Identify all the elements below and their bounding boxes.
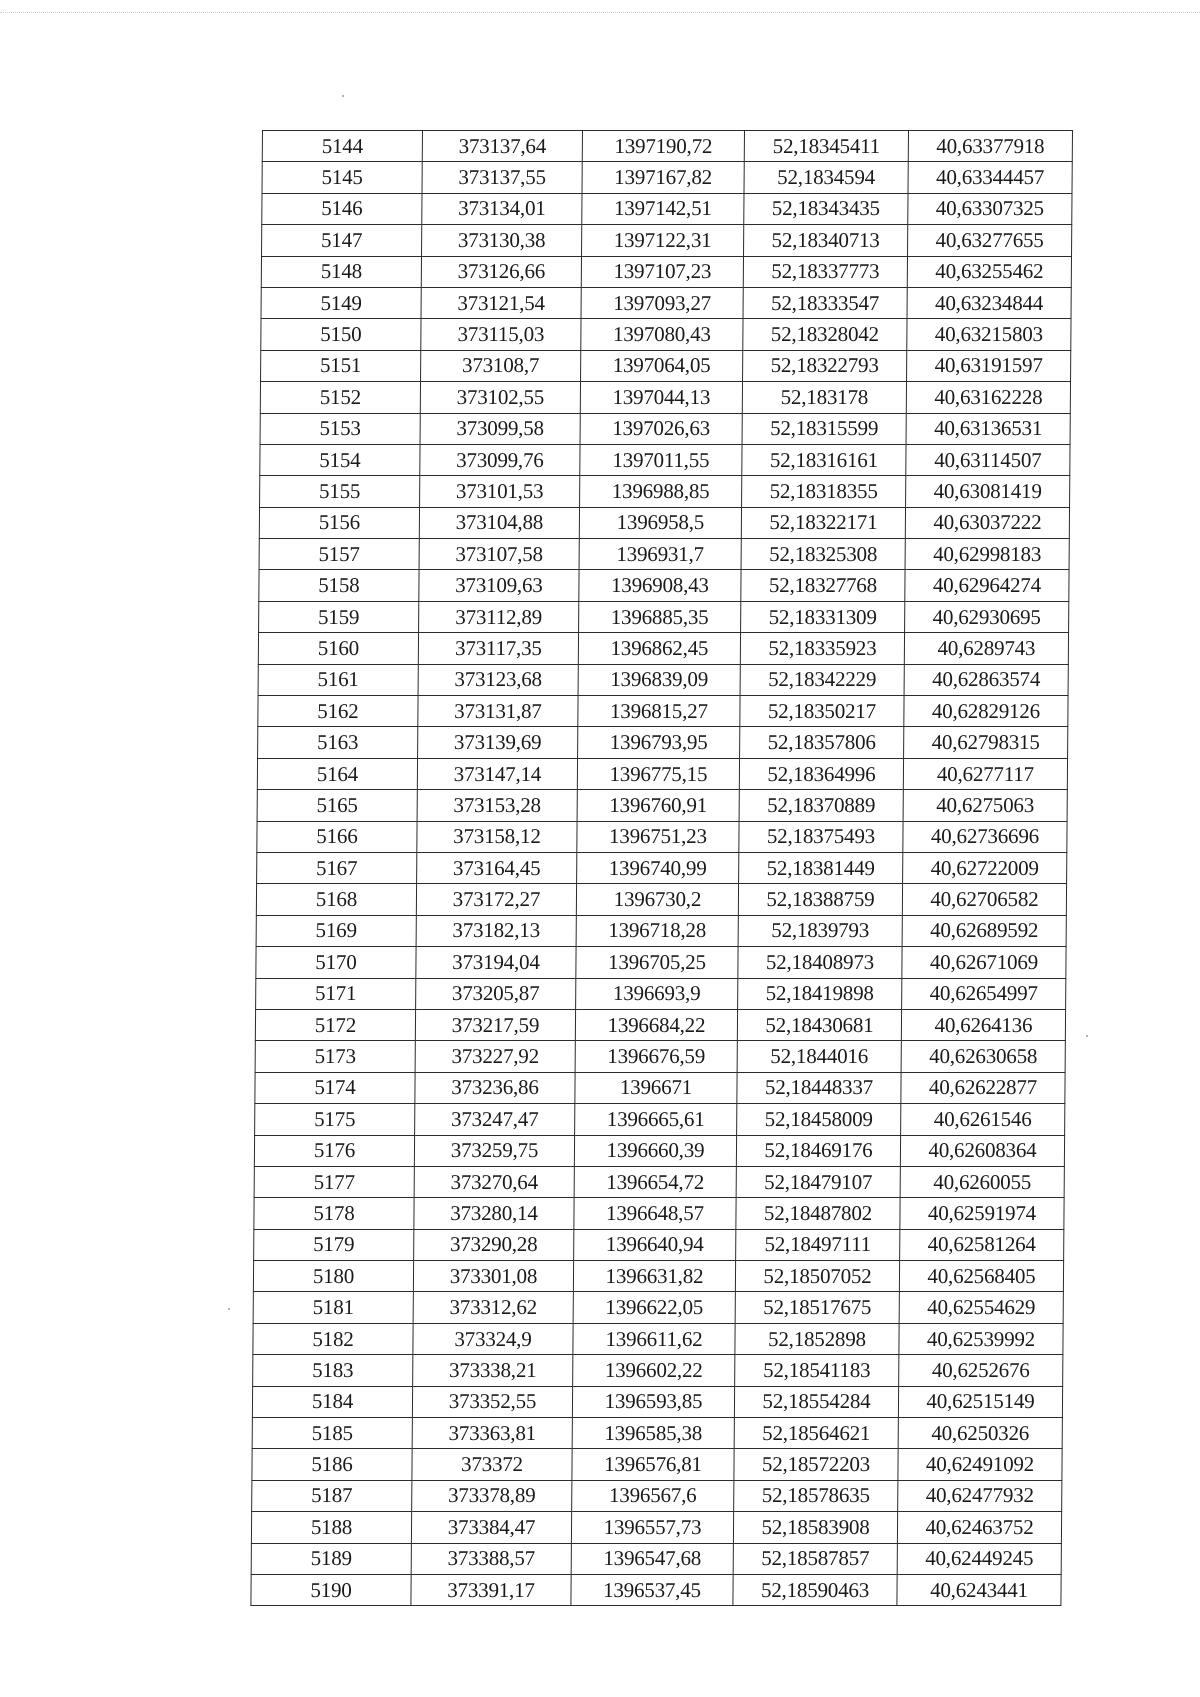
longitude-cell: 40,62515149 (898, 1386, 1062, 1417)
point-number-cell: 5175 (255, 1104, 415, 1135)
table-row (259, 601, 1069, 632)
y-coordinate-cell: 1397122,31 (582, 225, 744, 256)
y-coordinate-cell: 1396602,22 (573, 1355, 735, 1386)
latitude-cell: 52,18315599 (742, 413, 906, 444)
latitude-cell: 52,18350217 (740, 696, 904, 727)
longitude-cell: 40,63344457 (908, 162, 1072, 193)
x-coordinate-cell: 373109,63 (419, 570, 579, 601)
latitude-cell: 52,18328042 (743, 319, 907, 350)
point-number-cell: 5159 (259, 601, 419, 632)
latitude-cell: 52,18345411 (744, 131, 908, 162)
y-coordinate-cell: 1396585,38 (572, 1418, 734, 1449)
x-coordinate-cell: 373137,64 (422, 131, 582, 162)
y-coordinate-cell: 1396839,09 (578, 664, 740, 695)
x-coordinate-cell: 373312,62 (413, 1292, 573, 1323)
latitude-cell: 52,1839793 (738, 915, 902, 946)
longitude-cell: 40,63037222 (905, 507, 1069, 538)
longitude-cell: 40,6275063 (903, 790, 1067, 821)
longitude-cell: 40,62449245 (897, 1543, 1061, 1574)
longitude-cell: 40,62539992 (899, 1323, 1063, 1354)
x-coordinate-cell: 373134,01 (422, 193, 582, 224)
point-number-cell: 5146 (262, 193, 422, 224)
x-coordinate-cell: 373158,12 (417, 821, 577, 852)
latitude-cell: 52,18357806 (740, 727, 904, 758)
table-row (262, 225, 1072, 256)
y-coordinate-cell: 1396931,7 (579, 539, 741, 570)
longitude-cell: 40,63136531 (906, 413, 1070, 444)
x-coordinate-cell: 373102,55 (420, 382, 580, 413)
y-coordinate-cell: 1397093,27 (581, 287, 743, 318)
y-coordinate-cell: 1396740,99 (577, 852, 739, 883)
x-coordinate-cell: 373147,14 (417, 758, 577, 789)
longitude-cell: 40,6252676 (899, 1355, 1063, 1386)
longitude-cell: 40,6243441 (897, 1574, 1061, 1605)
point-number-cell: 5170 (256, 947, 416, 978)
y-coordinate-cell: 1396908,43 (579, 570, 741, 601)
point-number-cell: 5176 (254, 1135, 414, 1166)
table-row (256, 978, 1066, 1009)
x-coordinate-cell: 373194,04 (416, 947, 576, 978)
latitude-cell: 52,18381449 (739, 852, 903, 883)
point-number-cell: 5148 (261, 256, 421, 287)
point-number-cell: 5186 (252, 1449, 412, 1480)
point-number-cell: 5181 (253, 1292, 413, 1323)
y-coordinate-cell: 1396760,91 (577, 790, 739, 821)
y-coordinate-cell: 1396660,39 (574, 1135, 736, 1166)
point-number-cell: 5163 (258, 727, 418, 758)
table-row (254, 1135, 1064, 1166)
table-row (257, 758, 1067, 789)
x-coordinate-cell: 373104,88 (419, 507, 579, 538)
y-coordinate-cell: 1397107,23 (581, 256, 743, 287)
longitude-cell: 40,63215803 (907, 319, 1071, 350)
x-coordinate-cell: 373290,28 (414, 1229, 574, 1260)
x-coordinate-cell: 373259,75 (414, 1135, 574, 1166)
table-row (253, 1261, 1063, 1292)
x-coordinate-cell: 373107,58 (419, 539, 579, 570)
point-number-cell: 5185 (252, 1418, 412, 1449)
latitude-cell: 52,18327768 (741, 570, 905, 601)
table-row (251, 1574, 1061, 1605)
x-coordinate-cell: 373388,57 (411, 1543, 571, 1574)
point-number-cell: 5160 (258, 633, 418, 664)
latitude-cell: 52,18333547 (743, 287, 907, 318)
longitude-cell: 40,62798315 (904, 727, 1068, 758)
y-coordinate-cell: 1396665,61 (575, 1104, 737, 1135)
latitude-cell: 52,18388759 (738, 884, 902, 915)
y-coordinate-cell: 1397142,51 (582, 193, 744, 224)
x-coordinate-cell: 373153,28 (417, 790, 577, 821)
y-coordinate-cell: 1396958,5 (579, 507, 741, 538)
point-number-cell: 5157 (259, 539, 419, 570)
longitude-cell: 40,6261546 (901, 1104, 1065, 1135)
y-coordinate-cell: 1396648,57 (574, 1198, 736, 1229)
x-coordinate-cell: 373391,17 (411, 1574, 571, 1605)
latitude-cell: 52,18469176 (736, 1135, 900, 1166)
point-number-cell: 5182 (253, 1323, 413, 1354)
y-coordinate-cell: 1396547,68 (571, 1543, 733, 1574)
table-row (254, 1166, 1064, 1197)
y-coordinate-cell: 1397044,13 (580, 382, 742, 413)
latitude-cell: 52,18316161 (742, 444, 906, 475)
x-coordinate-cell: 373324,9 (413, 1323, 573, 1354)
x-coordinate-cell: 373117,35 (418, 633, 578, 664)
point-number-cell: 5155 (260, 476, 420, 507)
longitude-cell: 40,6264136 (901, 1009, 1065, 1040)
table-row (256, 884, 1066, 915)
longitude-cell: 40,62736696 (903, 821, 1067, 852)
longitude-cell: 40,63114507 (906, 444, 1070, 475)
point-number-cell: 5161 (258, 664, 418, 695)
longitude-cell: 40,63255462 (907, 256, 1071, 287)
longitude-cell: 40,62829126 (904, 696, 1068, 727)
y-coordinate-cell: 1397064,05 (581, 350, 743, 381)
y-coordinate-cell: 1396557,73 (571, 1512, 733, 1543)
x-coordinate-cell: 373139,69 (418, 727, 578, 758)
coordinates-table-body (251, 131, 1073, 1606)
y-coordinate-cell: 1396611,62 (573, 1323, 735, 1354)
latitude-cell: 52,18318355 (742, 476, 906, 507)
point-number-cell: 5150 (261, 319, 421, 350)
y-coordinate-cell: 1396815,27 (578, 696, 740, 727)
y-coordinate-cell: 1396793,95 (578, 727, 740, 758)
table-row (258, 664, 1068, 695)
latitude-cell: 52,18419898 (738, 978, 902, 1009)
point-number-cell: 5149 (261, 287, 421, 318)
x-coordinate-cell: 373182,13 (416, 915, 576, 946)
y-coordinate-cell: 1396654,72 (574, 1166, 736, 1197)
x-coordinate-cell: 373123,68 (418, 664, 578, 695)
longitude-cell: 40,6250326 (898, 1418, 1062, 1449)
point-number-cell: 5177 (254, 1166, 414, 1197)
point-number-cell: 5190 (251, 1574, 411, 1605)
longitude-cell: 40,63081419 (906, 476, 1070, 507)
table-row (257, 821, 1067, 852)
table-row (252, 1418, 1062, 1449)
latitude-cell: 52,18322793 (743, 350, 907, 381)
latitude-cell: 52,18364996 (739, 758, 903, 789)
longitude-cell: 40,62622877 (901, 1072, 1065, 1103)
table-row (255, 1009, 1065, 1040)
table-row (255, 1041, 1065, 1072)
latitude-cell: 52,1844016 (737, 1041, 901, 1072)
longitude-cell: 40,63191597 (907, 350, 1071, 381)
latitude-cell: 52,18487802 (736, 1198, 900, 1229)
table-row (261, 350, 1071, 381)
table-row (255, 1104, 1065, 1135)
table-row (261, 256, 1071, 287)
latitude-cell: 52,1834594 (744, 162, 908, 193)
y-coordinate-cell: 1396631,82 (573, 1261, 735, 1292)
latitude-cell: 52,183178 (742, 382, 906, 413)
y-coordinate-cell: 1396684,22 (575, 1009, 737, 1040)
point-number-cell: 5172 (255, 1009, 415, 1040)
scan-speck (342, 95, 344, 97)
longitude-cell: 40,63307325 (908, 193, 1072, 224)
y-coordinate-cell: 1396988,85 (580, 476, 742, 507)
table-row (252, 1449, 1062, 1480)
y-coordinate-cell: 1396775,15 (577, 758, 739, 789)
latitude-cell: 52,18554284 (734, 1386, 898, 1417)
latitude-cell: 52,18335923 (740, 633, 904, 664)
point-number-cell: 5168 (256, 884, 416, 915)
latitude-cell: 52,18541183 (735, 1355, 899, 1386)
scan-speck (228, 1308, 230, 1310)
point-number-cell: 5158 (259, 570, 419, 601)
longitude-cell: 40,62654997 (902, 978, 1066, 1009)
x-coordinate-cell: 373172,27 (416, 884, 576, 915)
y-coordinate-cell: 1396567,6 (572, 1480, 734, 1511)
table-row (260, 476, 1070, 507)
latitude-cell: 52,18572203 (734, 1449, 898, 1480)
x-coordinate-cell: 373247,47 (415, 1104, 575, 1135)
latitude-cell: 52,18458009 (737, 1104, 901, 1135)
latitude-cell: 52,18343435 (744, 193, 908, 224)
coordinates-table (250, 130, 1073, 1606)
x-coordinate-cell: 373363,81 (412, 1418, 572, 1449)
point-number-cell: 5147 (262, 225, 422, 256)
point-number-cell: 5183 (253, 1355, 413, 1386)
latitude-cell: 52,18370889 (739, 790, 903, 821)
latitude-cell: 52,18375493 (739, 821, 903, 852)
table-row (253, 1355, 1063, 1386)
y-coordinate-cell: 1396885,35 (579, 601, 741, 632)
x-coordinate-cell: 373115,03 (421, 319, 581, 350)
y-coordinate-cell: 1397026,63 (580, 413, 742, 444)
y-coordinate-cell: 1396676,59 (575, 1041, 737, 1072)
longitude-cell: 40,62591974 (900, 1198, 1064, 1229)
longitude-cell: 40,62671069 (902, 947, 1066, 978)
latitude-cell: 52,18325308 (741, 539, 905, 570)
longitude-cell: 40,62689592 (902, 915, 1066, 946)
latitude-cell: 52,18448337 (737, 1072, 901, 1103)
longitude-cell: 40,63277655 (908, 225, 1072, 256)
point-number-cell: 5178 (254, 1198, 414, 1229)
latitude-cell: 52,18408973 (738, 947, 902, 978)
x-coordinate-cell: 373270,64 (414, 1166, 574, 1197)
point-number-cell: 5187 (252, 1480, 412, 1511)
y-coordinate-cell: 1396537,45 (571, 1574, 733, 1605)
table-row (260, 382, 1070, 413)
latitude-cell: 52,18322171 (741, 507, 905, 538)
longitude-cell: 40,62998183 (905, 539, 1069, 570)
y-coordinate-cell: 1396640,94 (574, 1229, 736, 1260)
table-row (262, 193, 1072, 224)
longitude-cell: 40,63377918 (908, 131, 1072, 162)
table-row (257, 852, 1067, 883)
longitude-cell: 40,62722009 (903, 852, 1067, 883)
x-coordinate-cell: 373108,7 (421, 350, 581, 381)
point-number-cell: 5152 (260, 382, 420, 413)
longitude-cell: 40,62706582 (902, 884, 1066, 915)
table-row (256, 915, 1066, 946)
y-coordinate-cell: 1396730,2 (576, 884, 738, 915)
x-coordinate-cell: 373338,21 (413, 1355, 573, 1386)
table-row (261, 319, 1071, 350)
table-row (262, 131, 1072, 162)
point-number-cell: 5167 (257, 852, 417, 883)
y-coordinate-cell: 1396593,85 (572, 1386, 734, 1417)
y-coordinate-cell: 1396751,23 (577, 821, 739, 852)
longitude-cell: 40,6260055 (900, 1166, 1064, 1197)
x-coordinate-cell: 373301,08 (413, 1261, 573, 1292)
latitude-cell: 52,18517675 (735, 1292, 899, 1323)
table-row (252, 1480, 1062, 1511)
y-coordinate-cell: 1397190,72 (582, 131, 744, 162)
x-coordinate-cell: 373121,54 (421, 287, 581, 318)
point-number-cell: 5164 (257, 758, 417, 789)
latitude-cell: 52,18587857 (733, 1543, 897, 1574)
x-coordinate-cell: 373130,38 (422, 225, 582, 256)
y-coordinate-cell: 1396693,9 (576, 978, 738, 1009)
scan-speck (1086, 1035, 1088, 1037)
point-number-cell: 5156 (259, 507, 419, 538)
table-row (254, 1229, 1064, 1260)
y-coordinate-cell: 1396862,45 (578, 633, 740, 664)
latitude-cell: 52,18578635 (734, 1480, 898, 1511)
table-row (260, 413, 1070, 444)
x-coordinate-cell: 373099,76 (420, 444, 580, 475)
point-number-cell: 5173 (255, 1041, 415, 1072)
latitude-cell: 52,18340713 (744, 225, 908, 256)
x-coordinate-cell: 373126,66 (421, 256, 581, 287)
x-coordinate-cell: 373217,59 (415, 1009, 575, 1040)
x-coordinate-cell: 373378,89 (412, 1480, 572, 1511)
longitude-cell: 40,62930695 (905, 601, 1069, 632)
point-number-cell: 5169 (256, 915, 416, 946)
table-row (257, 790, 1067, 821)
longitude-cell: 40,62477932 (898, 1480, 1062, 1511)
point-number-cell: 5153 (260, 413, 420, 444)
latitude-cell: 52,18507052 (735, 1261, 899, 1292)
latitude-cell: 52,18497111 (736, 1229, 900, 1260)
point-number-cell: 5171 (256, 978, 416, 1009)
longitude-cell: 40,62964274 (905, 570, 1069, 601)
point-number-cell: 5174 (255, 1072, 415, 1103)
table-row (258, 696, 1068, 727)
y-coordinate-cell: 1397080,43 (581, 319, 743, 350)
longitude-cell: 40,6289743 (904, 633, 1068, 664)
x-coordinate-cell: 373227,92 (415, 1041, 575, 1072)
x-coordinate-cell: 373131,87 (418, 696, 578, 727)
x-coordinate-cell: 373372 (412, 1449, 572, 1480)
longitude-cell: 40,62463752 (897, 1512, 1061, 1543)
longitude-cell: 40,62568405 (899, 1261, 1063, 1292)
point-number-cell: 5189 (251, 1543, 411, 1574)
x-coordinate-cell: 373352,55 (412, 1386, 572, 1417)
latitude-cell: 52,18479107 (736, 1166, 900, 1197)
table-row (259, 570, 1069, 601)
point-number-cell: 5184 (252, 1386, 412, 1417)
x-coordinate-cell: 373280,14 (414, 1198, 574, 1229)
table-row (261, 287, 1071, 318)
x-coordinate-cell: 373164,45 (417, 852, 577, 883)
y-coordinate-cell: 1396622,05 (573, 1292, 735, 1323)
point-number-cell: 5145 (262, 162, 422, 193)
table-row (259, 539, 1069, 570)
table-row (253, 1323, 1063, 1354)
x-coordinate-cell: 373112,89 (419, 601, 579, 632)
longitude-cell: 40,62554629 (899, 1292, 1063, 1323)
table-row (259, 507, 1069, 538)
x-coordinate-cell: 373205,87 (416, 978, 576, 1009)
table-row (251, 1512, 1061, 1543)
longitude-cell: 40,6277117 (903, 758, 1067, 789)
latitude-cell: 52,18564621 (734, 1418, 898, 1449)
longitude-cell: 40,63162228 (906, 382, 1070, 413)
point-number-cell: 5144 (262, 131, 422, 162)
y-coordinate-cell: 1396718,28 (576, 915, 738, 946)
scan-top-edge-line (0, 12, 1200, 13)
latitude-cell: 52,18337773 (743, 256, 907, 287)
latitude-cell: 52,18331309 (741, 601, 905, 632)
longitude-cell: 40,62630658 (901, 1041, 1065, 1072)
x-coordinate-cell: 373384,47 (411, 1512, 571, 1543)
x-coordinate-cell: 373137,55 (422, 162, 582, 193)
longitude-cell: 40,63234844 (907, 287, 1071, 318)
latitude-cell: 52,18342229 (740, 664, 904, 695)
table-row (255, 1072, 1065, 1103)
table-row (258, 633, 1068, 664)
x-coordinate-cell: 373101,53 (420, 476, 580, 507)
point-number-cell: 5180 (253, 1261, 413, 1292)
table-row (260, 444, 1070, 475)
point-number-cell: 5154 (260, 444, 420, 475)
longitude-cell: 40,62608364 (900, 1135, 1064, 1166)
point-number-cell: 5188 (251, 1512, 411, 1543)
table-row (251, 1543, 1061, 1574)
y-coordinate-cell: 1397167,82 (582, 162, 744, 193)
table-row (262, 162, 1072, 193)
point-number-cell: 5179 (254, 1229, 414, 1260)
point-number-cell: 5166 (257, 821, 417, 852)
latitude-cell: 52,18583908 (733, 1512, 897, 1543)
latitude-cell: 52,18430681 (737, 1009, 901, 1040)
longitude-cell: 40,62491092 (898, 1449, 1062, 1480)
longitude-cell: 40,62863574 (904, 664, 1068, 695)
latitude-cell: 52,18590463 (733, 1574, 897, 1605)
x-coordinate-cell: 373236,86 (415, 1072, 575, 1103)
longitude-cell: 40,62581264 (900, 1229, 1064, 1260)
point-number-cell: 5165 (257, 790, 417, 821)
point-number-cell: 5162 (258, 696, 418, 727)
latitude-cell: 52,1852898 (735, 1323, 899, 1354)
x-coordinate-cell: 373099,58 (420, 413, 580, 444)
table-row (253, 1292, 1063, 1323)
table-row (256, 947, 1066, 978)
table-row (258, 727, 1068, 758)
table-row (252, 1386, 1062, 1417)
y-coordinate-cell: 1396671 (575, 1072, 737, 1103)
table-row (254, 1198, 1064, 1229)
y-coordinate-cell: 1396705,25 (576, 947, 738, 978)
y-coordinate-cell: 1397011,55 (580, 444, 742, 475)
point-number-cell: 5151 (261, 350, 421, 381)
y-coordinate-cell: 1396576,81 (572, 1449, 734, 1480)
